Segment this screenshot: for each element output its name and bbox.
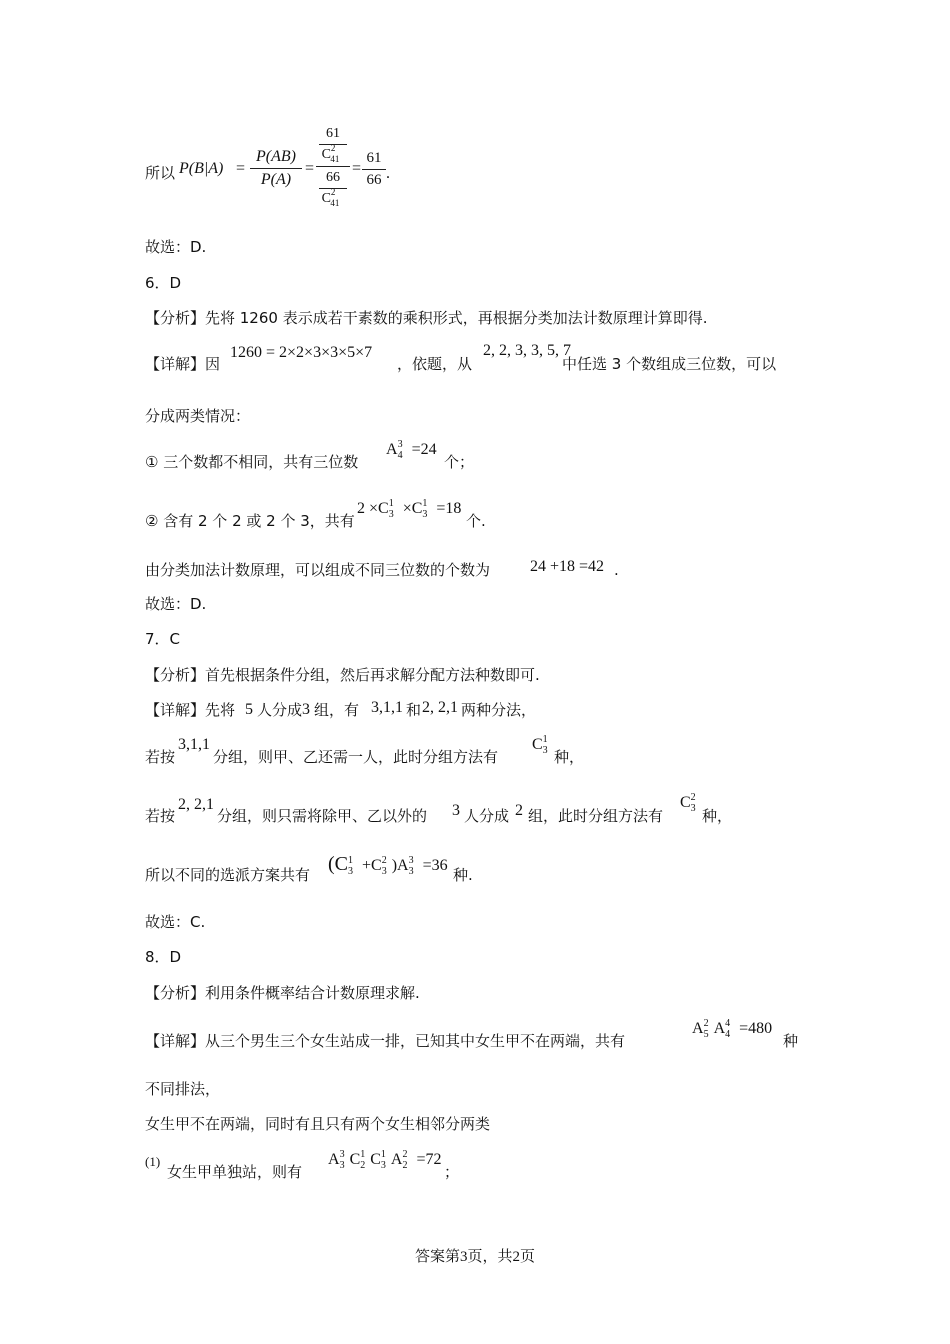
math: 3 bbox=[452, 802, 460, 819]
q7-line3: 若按 bbox=[145, 807, 176, 825]
q6-line2: 分成两类情况： bbox=[145, 407, 251, 425]
text-so: 所以 bbox=[145, 164, 176, 182]
math-sum: 24 +18 =42 bbox=[530, 558, 605, 575]
text: 和 bbox=[406, 701, 422, 719]
math-combination: $2 \times C^1_3 \times C^1_3 =18$ bbox=[357, 498, 462, 520]
q8-heading: 8．D bbox=[145, 948, 182, 966]
text: 组，此时分组方法有 bbox=[528, 807, 664, 825]
answer-7: 故选：C. bbox=[145, 913, 206, 931]
math-eq: = bbox=[352, 160, 362, 177]
text: 中任选 3 个数组成三位数，可以 bbox=[562, 355, 777, 373]
math: 2, 2,1 bbox=[422, 699, 458, 716]
text: 个； bbox=[444, 453, 475, 471]
math-digits: 2, 2, 3, 3, 5, 7 bbox=[483, 342, 571, 359]
math: 3 bbox=[302, 701, 310, 718]
q8-line4: 女生甲单独站，则有 bbox=[167, 1163, 303, 1181]
math-arrangement: $A^2_5$ $A^4_4 =480$ bbox=[692, 1018, 773, 1040]
text: 个. bbox=[466, 512, 486, 530]
q8-line2: 不同排法， bbox=[145, 1080, 221, 1098]
numerator: P(AB) bbox=[256, 148, 296, 165]
math: 2, 2,1 bbox=[178, 796, 214, 813]
q6-case1: ① 三个数都不相同，共有三位数 bbox=[145, 453, 359, 471]
math-combination: $C^2_3$ bbox=[680, 792, 696, 814]
q6-sum: 由分类加法计数原理，可以组成不同三位数的个数为 bbox=[145, 561, 491, 579]
q6-heading: 6．D bbox=[145, 274, 182, 292]
text: . bbox=[614, 561, 619, 579]
text: 人分成 bbox=[257, 701, 303, 719]
answer-6: 故选：D. bbox=[145, 595, 207, 613]
text: 种， bbox=[702, 807, 733, 825]
numerator-bottom: $C^2_{41}$ bbox=[321, 143, 340, 164]
q6-analysis: 【分析】先将 1260 表示成若干素数的乘积形式，再根据分类加法计数原理计算即得. bbox=[145, 309, 708, 327]
q7-line2: 若按 bbox=[145, 748, 176, 766]
math: 2 bbox=[515, 802, 523, 819]
q7-line4: 所以不同的选派方案共有 bbox=[145, 866, 311, 884]
math: 3,1,1 bbox=[371, 699, 403, 716]
q8-detail: 【详解】从三个男生三个女生站成一排，已知其中女生甲不在两端，共有 bbox=[145, 1032, 626, 1050]
q6-case2: ② 含有 2 个 2 或 2 个 3，共有 bbox=[145, 512, 355, 530]
math-eq: = bbox=[236, 160, 246, 177]
list-number: (1) bbox=[145, 1154, 161, 1169]
math-eq: = bbox=[305, 160, 315, 177]
denominator-bottom: $C^2_{41}$ bbox=[321, 187, 340, 208]
denominator-top: 66 bbox=[326, 170, 340, 185]
math-factorization: 1260 = 2×2×3×3×5×7 bbox=[230, 344, 373, 361]
compound-fraction bbox=[316, 126, 350, 207]
q6-detail: 【详解】因 bbox=[145, 355, 221, 373]
q8-line3: 女生甲不在两端，同时有且只有两个女生相邻分两类 bbox=[145, 1115, 491, 1133]
period: . bbox=[386, 165, 390, 182]
math-arrangement: $A^3_4 =24$ bbox=[386, 439, 437, 461]
text: ； bbox=[444, 1163, 460, 1181]
numerator-top: 61 bbox=[326, 126, 340, 141]
q8-analysis: 【分析】利用条件概率结合计数原理求解. bbox=[145, 984, 420, 1002]
math: 3,1,1 bbox=[178, 736, 210, 753]
answer-5: 故选：D. bbox=[145, 238, 207, 256]
text: 种. bbox=[453, 866, 473, 884]
math-total: ($C^1_3 +C^2_3$ )$A^3_3 =36$ bbox=[328, 853, 448, 877]
math: 5 bbox=[245, 701, 253, 718]
text: 组，有 bbox=[314, 701, 360, 719]
fraction-bar bbox=[362, 169, 386, 170]
denominator: 66 bbox=[366, 172, 382, 188]
text: 人分成 bbox=[464, 807, 510, 825]
math-count: $A^3_3$ $C^1_2$ $C^1_3$ $A^2_2 =72$ bbox=[328, 1149, 442, 1171]
text: 两种分法， bbox=[461, 701, 537, 719]
text: 分组，则只需将除甲、乙以外的 bbox=[217, 807, 428, 825]
text: 种 bbox=[783, 1032, 799, 1050]
page-footer: 答案第3页，共2页 bbox=[414, 1249, 535, 1265]
q7-detail: 【详解】先将 bbox=[145, 701, 236, 719]
fraction-result bbox=[362, 150, 386, 189]
math-combination: $C^1_3$ bbox=[532, 734, 548, 756]
math-lhs: P(B|A) bbox=[179, 160, 224, 177]
text: ，依题，从 bbox=[397, 355, 473, 373]
text: 分组，则甲、乙还需一人，此时分组方法有 bbox=[213, 748, 499, 766]
fraction-1 bbox=[250, 148, 302, 189]
text: 种， bbox=[554, 748, 585, 766]
fraction-bar bbox=[250, 168, 302, 169]
numerator: 61 bbox=[366, 150, 382, 166]
q7-analysis: 【分析】首先根据条件分组，然后再求解分配方法种数即可. bbox=[145, 666, 540, 684]
main-bar bbox=[316, 166, 350, 167]
q7-heading: 7．C bbox=[145, 630, 181, 648]
denominator: P(A) bbox=[260, 171, 292, 188]
